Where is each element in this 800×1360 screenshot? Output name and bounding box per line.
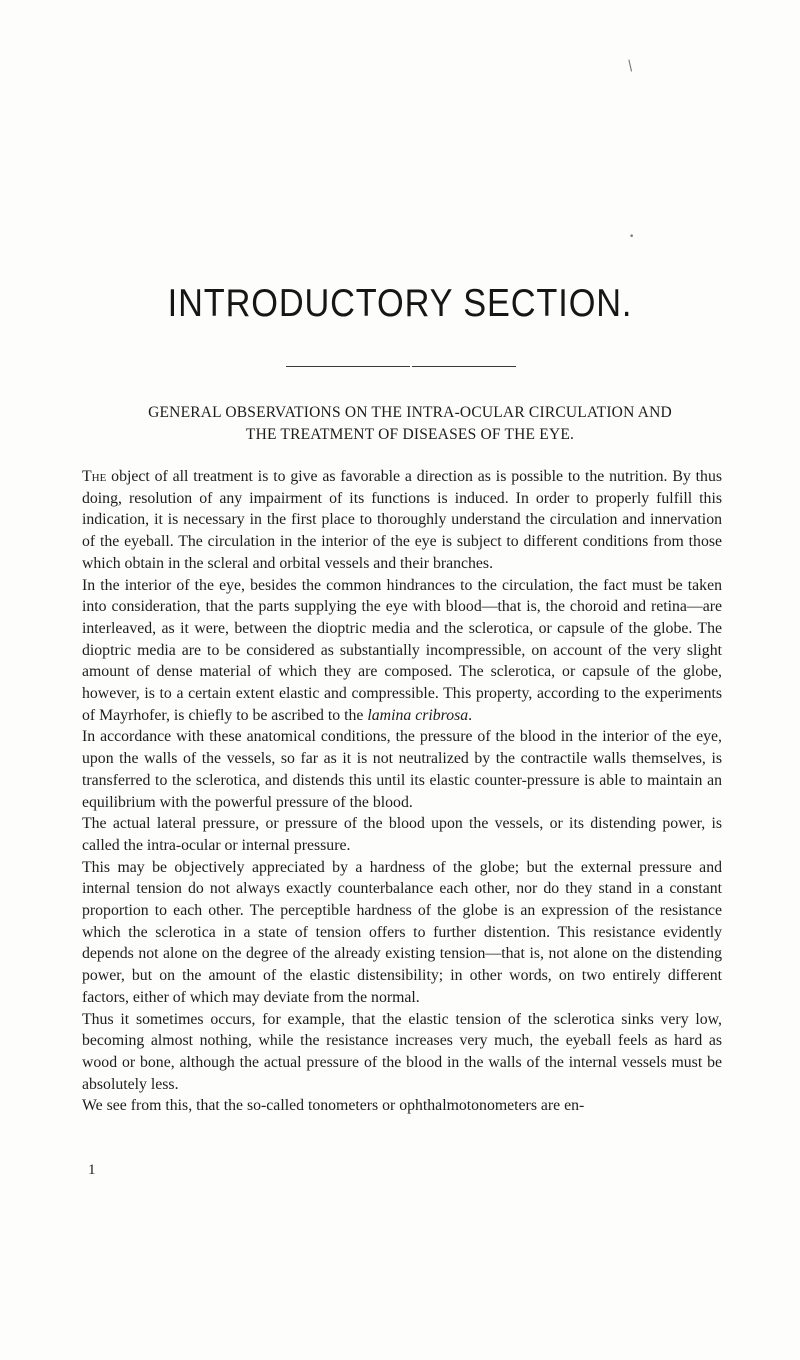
paragraph-6: Thus it sometimes occurs, for example, that the elastic tension of the sclerotica sinks very low, becoming almost nothing, while the resistance increases very much, the eyeball feels as hard as wood or bone, although the actual pressure of the blood in the walls of the internal vessels must be absolutely less. [82, 1010, 722, 1093]
section-title: INTRODUCTORY SECTION. [167, 282, 633, 325]
paragraph-lead-word: The [82, 468, 107, 485]
title-divider-left [286, 366, 410, 367]
paragraph-1-text: object of all treatment is to give as favorable a direction as is possible to the nutrition. By thus doing, resolution of any impairment of its functions is induced. In order to properly fulfill this indication, it is necessary in the first place to thoroughly understand the circulation and innervation of the eyeball. The circulation in the interior of the eye is subject to different conditions from those which obtain in the scleral and orbital vessels and their branches. [82, 468, 722, 572]
section-subtitle [60, 402, 760, 446]
subtitle-line-2: THE TREATMENT OF DISEASES OF THE EYE. [245, 426, 575, 443]
paragraph-1 [82, 466, 722, 575]
paragraph-2-italic-term: lamina cribrosa [367, 706, 469, 724]
paragraph-7: We see from this, that the so-called tonometers or ophthalmotonometers are en- [82, 1097, 585, 1115]
page-number: 1 [88, 1162, 96, 1178]
paragraph-3: In accordance with these anatomical conditions, the pressure of the blood in the interior of the eye, upon the walls of the vessels, so far as it is not neutralized by the contractile walls themselves, is transferred to the sclerotica, and distends this until its elastic counter-pressure is able to maintain an equilibrium with the powerful pressure of the blood. [82, 728, 722, 811]
subtitle-line-1: GENERAL OBSERVATIONS ON THE INTRA-OCULAR CIRCULATION AND [148, 404, 672, 421]
paragraph-4: The actual lateral pressure, or pressure of the blood upon the vessels, or its distending power, is called the intra-ocular or internal pressure. [82, 815, 722, 854]
paragraph-2-tail: . [468, 706, 473, 724]
ink-mark: / [624, 57, 637, 75]
ink-dot: • [629, 232, 635, 242]
paragraph-5: This may be objectively appreciated by a hardness of the globe; but the external pressure and internal tension do not always exactly counterbalance each other, nor do they stand in a constant proportion to each other. The perceptible hardness of the globe is an expression of the resistance which the sclerotica in a state of tension offers to further distention. This resistance evidently depends not alone on the degree of the already existing tension—that is, not alone on the distending power, but on the amount of the elastic distensibility; in other words, on two entirely different factors, either of which may deviate from the normal. [82, 858, 722, 1006]
title-divider-right [412, 366, 516, 367]
body-text [82, 466, 722, 1117]
paragraph-2-text: In the interior of the eye, besides the common hindrances to the circulation, the fact must be taken into consideration, that the parts supplying the eye with blood—that is, the choroid and retina—are interleaved, as it were, between the dioptric media and the sclerotica, or capsule of the globe. The dioptric media are to be considered as substantially incompressible, on account of the very slight amount of dense material of which they are composed. The sclerotica, or capsule of the globe, however, is to a certain extent elastic and compressible. This property, according to the experiments of Mayrhofer, is chiefly to be ascribed to the [82, 576, 722, 724]
paragraph-2 [82, 575, 722, 727]
